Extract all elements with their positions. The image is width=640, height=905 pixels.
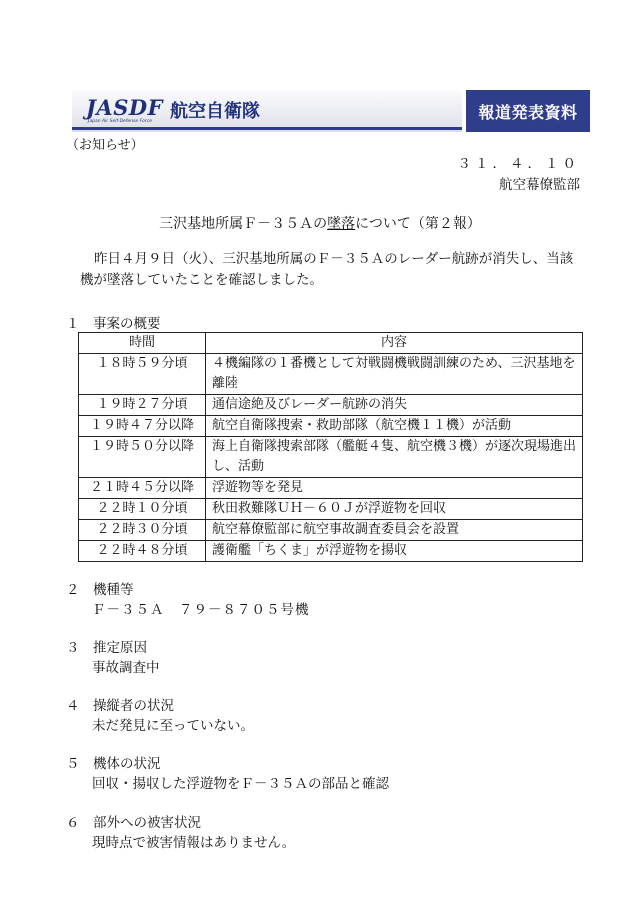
row-content: 護衛艦「ちくま」が浮遊物を揚収 <box>206 541 583 562</box>
row-time: １９時５０分以降 <box>79 437 206 478</box>
row-content: 通信途絶及びレーダー航跡の消失 <box>206 395 583 416</box>
department: 航空幕僚監部 <box>499 177 580 193</box>
title-after: について（第２報） <box>355 216 481 232</box>
row-time: ２２時４８分頃 <box>79 541 206 562</box>
notice-label: （お知らせ） <box>66 138 144 153</box>
section-6-heading: ６ 部外への被害状況 <box>66 815 201 831</box>
doc-type-badge: 報道発表資料 <box>466 90 590 132</box>
section-3-heading: ３ 推定原因 <box>66 640 147 656</box>
events-table <box>78 332 583 562</box>
table-row <box>79 354 583 395</box>
row-time: １８時５９分頃 <box>79 354 206 395</box>
table-row <box>79 541 583 562</box>
row-content: 海上自衛隊捜索部隊（艦艇４隻、航空機３機）が逐次現場進出し、活動 <box>206 437 583 478</box>
org-name: 航空自衛隊 <box>170 101 260 122</box>
section-1-heading: １ 事案の概要 <box>66 316 161 332</box>
title-underlined: 墜落 <box>327 216 356 232</box>
row-time: ２２時１０分頃 <box>79 499 206 520</box>
table-row <box>79 478 583 499</box>
row-content: 航空幕僚監部に航空事故調査委員会を設置 <box>206 520 583 541</box>
row-time: ２１時４５分以降 <box>79 478 206 499</box>
intro-paragraph: 昨日４月９日（火）、三沢基地所属のＦ－３５Ａのレーダー航跡が消失し、当該機が墜落していたことを確認しました。 <box>80 251 574 288</box>
table-header-content: 内容 <box>206 333 583 354</box>
row-time: ２２時３０分頃 <box>79 520 206 541</box>
row-content: 航空自衛隊捜索・救助部隊（航空機１１機）が活動 <box>206 416 583 437</box>
row-content: 秋田救難隊ＵＨ－６０Ｊが浮遊物を回収 <box>206 499 583 520</box>
row-content: 浮遊物等を発見 <box>206 478 583 499</box>
release-date: ３１．４．１０ <box>457 156 580 172</box>
jasdf-logo-subtitle: Japan Air Self-Defense Force <box>88 119 153 124</box>
table-row <box>79 520 583 541</box>
table-row <box>79 437 583 478</box>
row-content: ４機編隊の１番機として対戦闘機戦闘訓練のため、三沢基地を離陸 <box>206 354 583 395</box>
table-header-time: 時間 <box>79 333 206 354</box>
section-5-heading: ５ 機体の状況 <box>66 756 161 772</box>
section-3-body: 事故調査中 <box>92 660 160 676</box>
page-title <box>60 213 580 233</box>
table-header-row <box>79 333 583 354</box>
row-time: １９時２７分頃 <box>79 395 206 416</box>
title-before: 三沢基地所属Ｆ－３５Ａの <box>159 216 328 232</box>
header-banner <box>72 90 590 132</box>
section-4-heading: ４ 操縦者の状況 <box>66 698 174 714</box>
banner-rule <box>72 127 462 130</box>
jasdf-logo: JASDF <box>86 95 164 120</box>
table-row <box>79 499 583 520</box>
banner-logo-area <box>72 90 462 132</box>
section-6-body: 現時点で被害情報はありません。 <box>92 835 296 851</box>
section-5-body: 回収・揚収した浮遊物をＦ－３５Ａの部品と確認 <box>92 776 389 792</box>
table-row <box>79 395 583 416</box>
section-4-body: 未だ発見に至っていない。 <box>92 718 254 734</box>
row-time: １９時４７分以降 <box>79 416 206 437</box>
table-row <box>79 416 583 437</box>
section-2-body: Ｆ－３５Ａ ７９－８７０５号機 <box>92 602 310 618</box>
section-2-heading: ２ 機種等 <box>66 582 134 598</box>
